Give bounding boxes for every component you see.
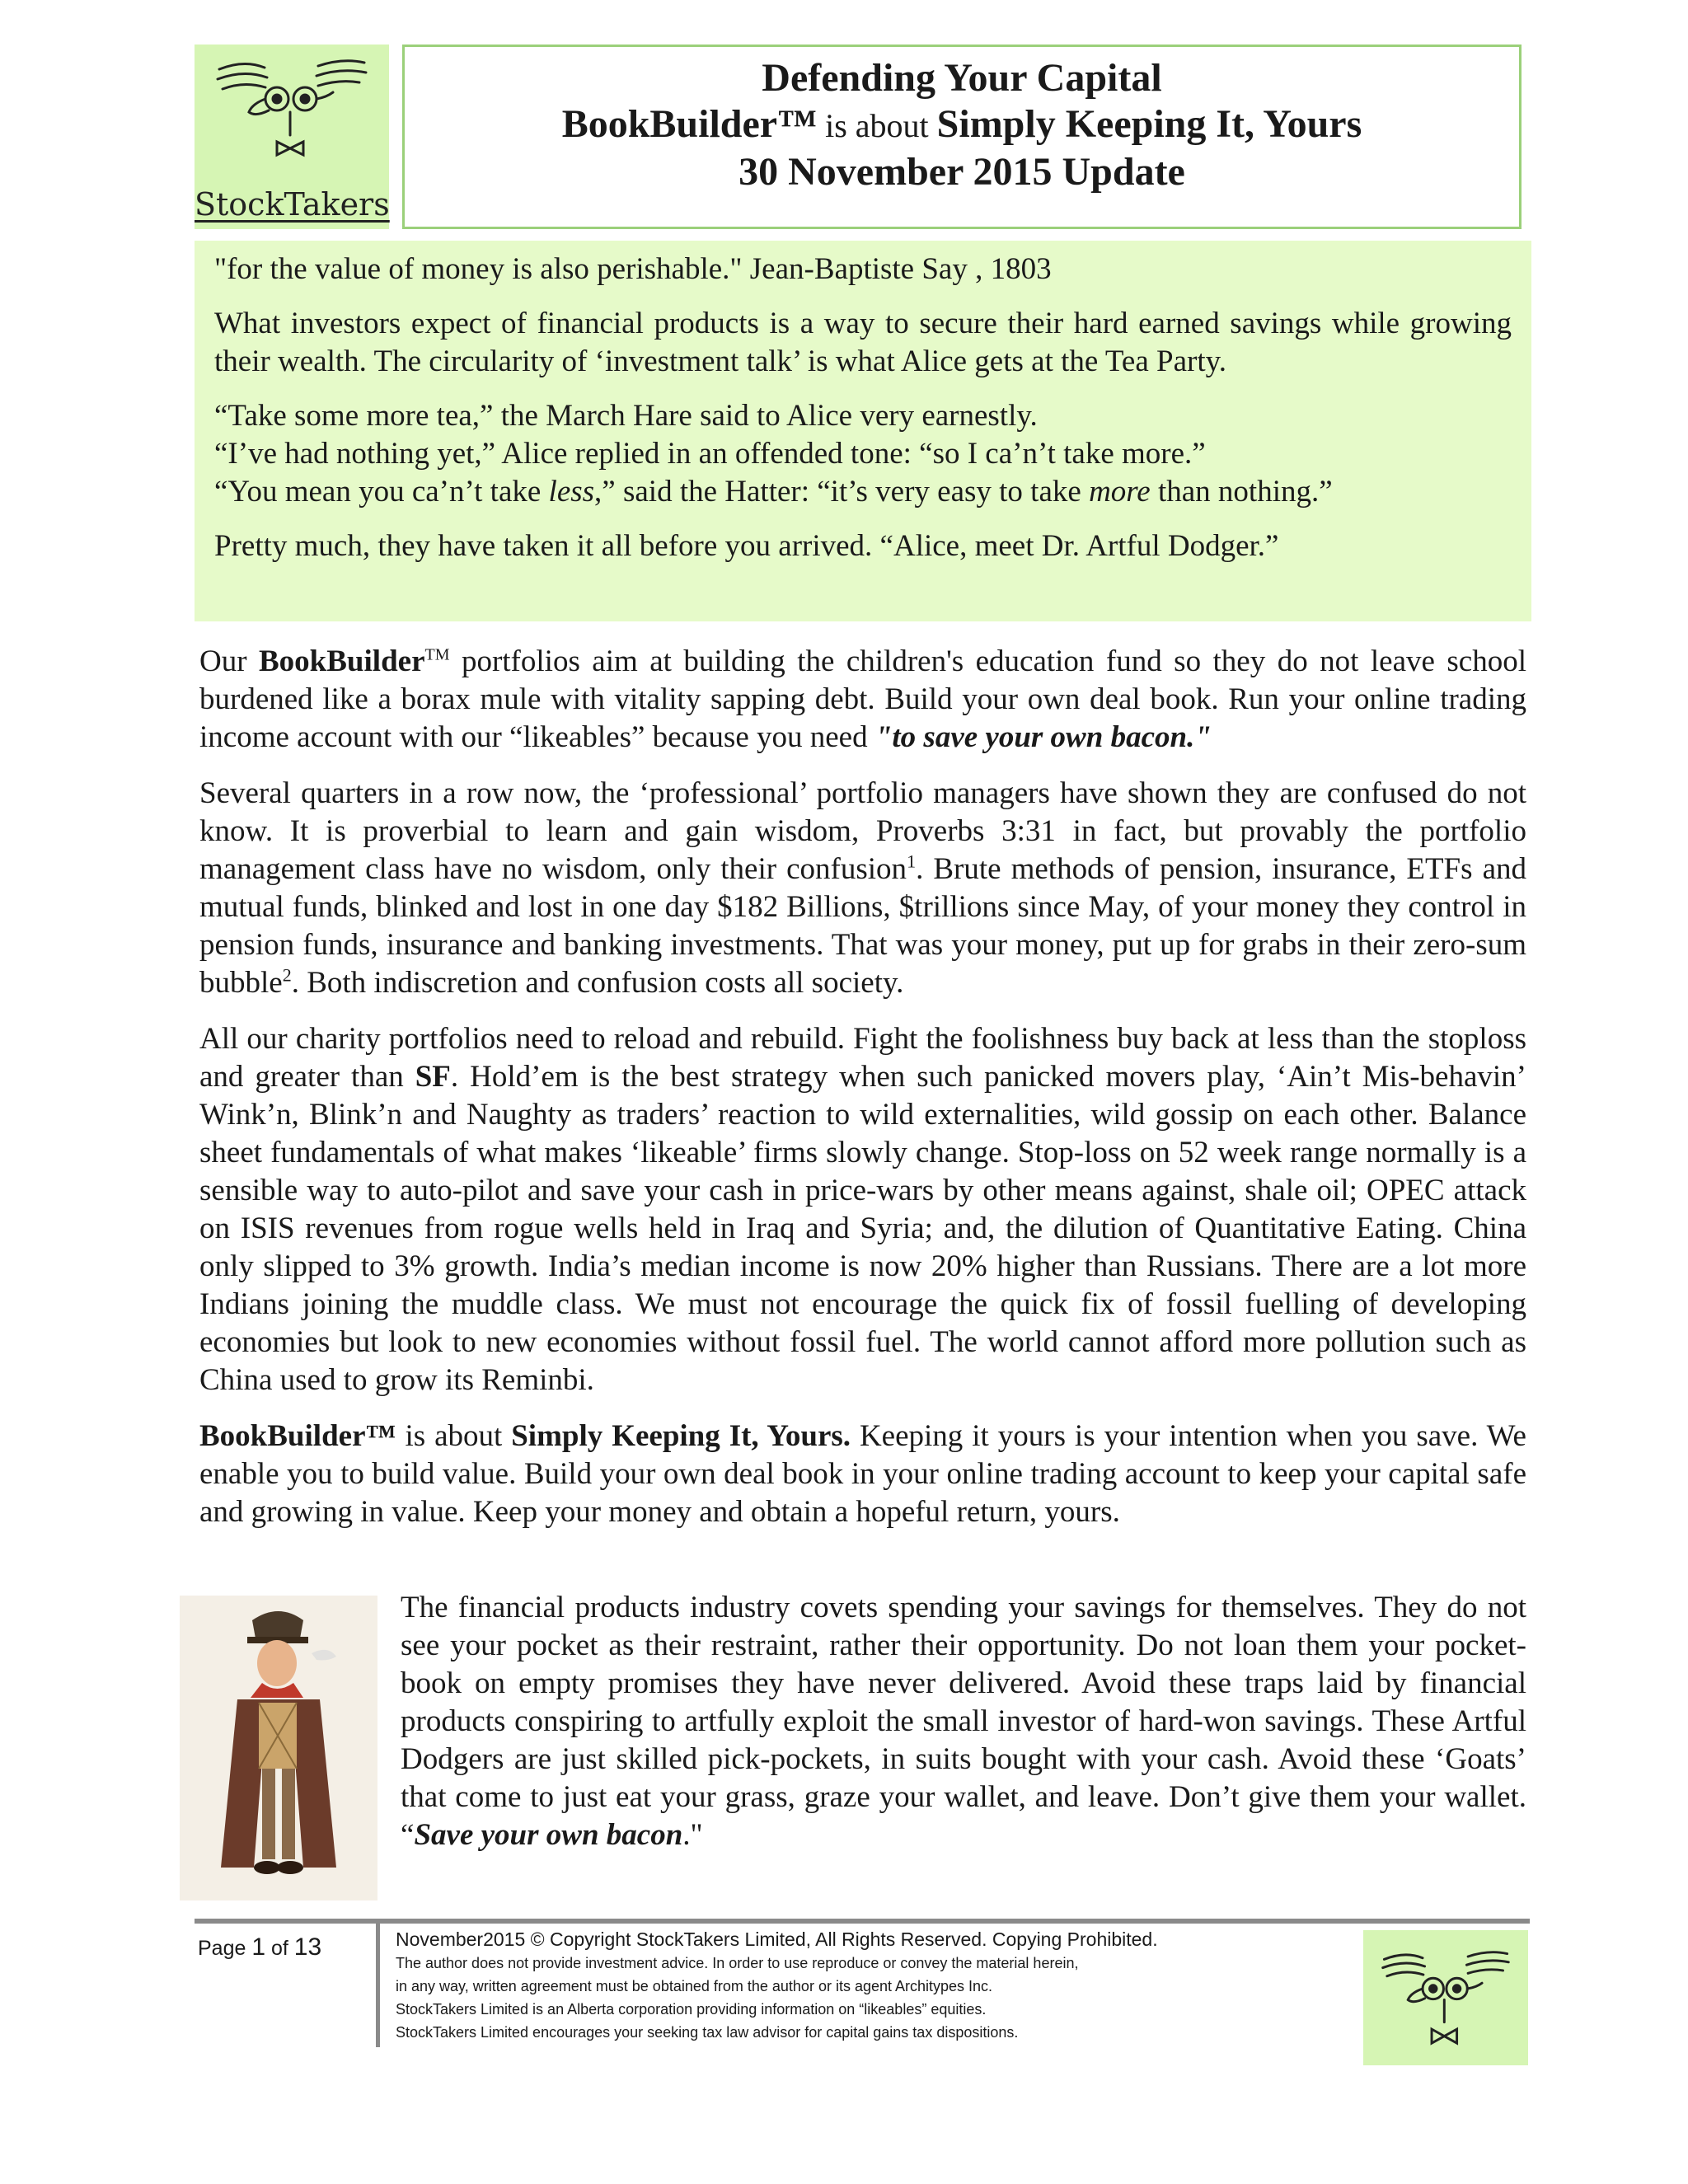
cartoon-face-icon: [195, 45, 389, 185]
artful-dodger-icon: [180, 1596, 377, 1900]
dialog-line-3: [214, 473, 1512, 511]
stocktakers-logo: [195, 45, 389, 229]
p3-b: . Hold’em is the best strategy when such panicked movers play, ‘Ain’t Mis-behavin’ Wink’n, Blink’n and Naughty as traders’ reaction to wild externalities, wild gossip on each other. Balance sheet fundamentals of what makes ‘likeable’ firms slowly change. Stop-loss on 52 week range normally is a sensible way to auto-pilot and save your cash in price-wars by other means against, shale oil; OPEC attack on ISIS revenues from rogue wells held in Iraq and Syria; and, the dilution of Quantitative Eating. China only slipped to 3% growth. India’s median income is now 20% higher than Russians. There are a lot more Indians joining the muddle class. We must not encourage the quick fix of fossil fuelling of developing economies but look to new economies without fossil fuel. The world cannot afford more pollution such as China used to grow its Reminbi.: [199, 1060, 1526, 1397]
title-line-1: Defending Your Capital: [762, 56, 1162, 100]
p5-b: .": [682, 1818, 703, 1852]
footer-vertical-divider: [376, 1924, 380, 2047]
paragraph-1: [199, 643, 1526, 757]
title-slogan: Simply Keeping It, Yours: [936, 102, 1362, 146]
dialog-line-3-b: ,” said the Hatter: “it’s very easy to take: [594, 475, 1090, 509]
p5-a: The financial products industry covets spending your savings for themselves. They do not see your pocket as their restraint, rather their opportunity. Do not loan them your pocket-book on empty promises they have never delivered. Avoid these traps laid by financial products conspiring to artfully exploit the small investor of hard-won savings. These Artful Dodgers are just skilled pick-pockets, in suits bought with your cash. Avoid these ‘Goats’ that come to just eat your grass, graze your wallet, and leave. Don’t give them your wallet. “: [401, 1591, 1526, 1852]
footer-note-4: StockTakers Limited encourages your seeking tax law advisor for capital gains tax dispositions.: [396, 2024, 1019, 2041]
dialog-line-1: “Take some more tea,” the March Hare said to Alice very earnestly.: [214, 399, 1038, 433]
p1-emph: "to save your own bacon.": [874, 720, 1212, 754]
footer-note-3: StockTakers Limited is an Alberta corporation providing information on “likeables” equities.: [396, 2001, 987, 2018]
quote-closing: Pretty much, they have taken it all before you arrived. “Alice, meet Dr. Artful Dodger.”: [214, 529, 1279, 563]
title-brand: BookBuilder™: [561, 102, 818, 146]
paragraph-3: [199, 1020, 1526, 1399]
title-line-2: [405, 101, 1519, 149]
p4-b: Keeping it yours is your intention when you save. We enable you to build value. Build your own deal book in your online trading account to keep your capital safe and growing in value. Keep your money and obtain a hopeful return, yours.: [199, 1419, 1526, 1529]
dialog-line-3-a: “You mean you ca’n’t take: [214, 475, 549, 509]
p1-tm: TM: [424, 645, 450, 664]
title-is-about: is about: [817, 107, 937, 144]
p5-emph: Save your own bacon: [414, 1818, 683, 1852]
page-number: [198, 1933, 321, 1961]
cartoon-face-icon: [1363, 1930, 1528, 2065]
title-line-3: 30 November 2015 Update: [738, 150, 1185, 194]
title-box: [402, 45, 1522, 229]
p1-a: Our: [199, 644, 259, 678]
page-total: 13: [293, 1933, 322, 1961]
paragraph-5: [401, 1589, 1526, 1854]
page-current: 1: [251, 1933, 266, 1961]
page-label: Page: [198, 1937, 252, 1960]
artful-dodger-illustration: [180, 1596, 377, 1900]
copyright-line: November2015 © Copyright StockTakers Limited, All Rights Reserved. Copying Prohibited.: [396, 1929, 1158, 1950]
p4-slogan: Simply Keeping It, Yours.: [511, 1419, 851, 1453]
p2-a: Several quarters in a row now, the ‘professional’ portfolio managers have shown they are confused do not know. It is proverbial to learn and gain wisdom, Proverbs 3:31 in fact, but provably the portfolio management class have no wisdom, only their confusion: [199, 776, 1526, 886]
dialog-line-3-c: than nothing.”: [1150, 475, 1333, 509]
epigraph: "for the value of money is also perishable." Jean-Baptiste Say , 1803: [214, 252, 1052, 286]
p4-a: is about: [396, 1419, 512, 1453]
page-of: of: [265, 1937, 294, 1960]
p3-a: All our charity portfolios need to reload and rebuild. Fight the foolishness buy back at less than the stoploss and greater than: [199, 1022, 1526, 1094]
p1-b: portfolios aim at building the children's education fund so they do not leave school burdened like a borax mule with vitality sapping debt. Build your own deal book. Run your online trading income account with our “likeables” because you need: [199, 644, 1526, 754]
tea-party-dialog: [214, 397, 1512, 511]
main-body: [199, 643, 1526, 1549]
footer-logo: [1363, 1930, 1528, 2065]
footer-divider: [195, 1919, 1530, 1924]
dialog-more: more: [1089, 475, 1151, 509]
footer-note-1: The author does not provide investment advice. In order to use reproduce or convey the material herein,: [396, 1955, 1079, 1971]
p1-brand: BookBuilder: [259, 644, 425, 678]
dialog-line-2: “I’ve had nothing yet,” Alice replied in an offended tone: “so I ca’n’t take more.”: [214, 437, 1206, 471]
quote-box: [195, 241, 1531, 621]
p2-b: . Brute methods of pension, insurance, ETFs and mutual funds, blinked and lost in one day $182 Billions, $trillions since May, of your money they control in pension funds, insurance and banking investments. That was your money, put up for grabs in their zero-sum bubble: [199, 852, 1527, 1000]
footnote-ref-1: 1: [907, 851, 917, 872]
p2-c: . Both indiscretion and confusion costs all society.: [291, 966, 904, 1000]
dialog-less: less: [548, 475, 595, 509]
paragraph-2: [199, 775, 1526, 1002]
footer-notes: [396, 1927, 1343, 2044]
footnote-ref-2: 2: [282, 964, 292, 986]
quote-intro: What investors expect of financial products is a way to secure their hard earned savings while growing their wealth. The circularity of ‘investment talk’ is what Alice gets at the Tea Party.: [214, 307, 1512, 378]
logo-text: StockTakers: [195, 186, 390, 223]
p4-brand: BookBuilder™: [199, 1419, 396, 1453]
paragraph-4: [199, 1418, 1526, 1531]
footer-note-2: in any way, written agreement must be obtained from the author or its agent Architypes Inc.: [396, 1978, 993, 1994]
p3-sf: SF: [415, 1060, 451, 1094]
